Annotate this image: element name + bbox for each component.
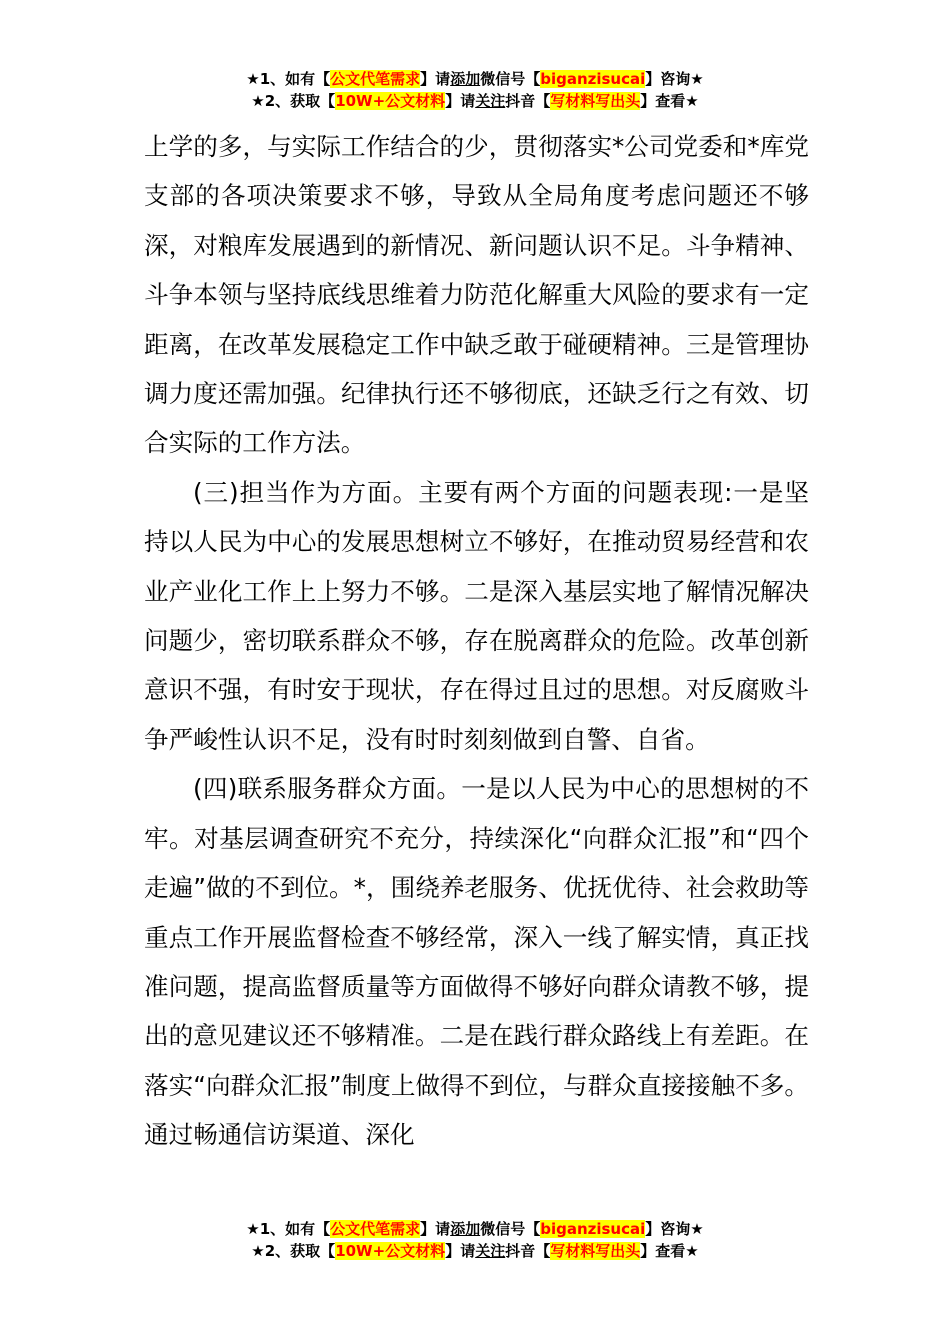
footer-line-1-prefix: ★1、如有【 xyxy=(246,1220,331,1238)
header-line-1-prefix: ★1、如有【 xyxy=(246,70,331,88)
document-body xyxy=(144,122,809,1160)
header-line-2-prefix: ★2、获取【 xyxy=(251,92,336,110)
footer-line-2-suffix: 】查看★ xyxy=(640,1242,699,1260)
header-line-1-highlight-2: biganzisucai xyxy=(540,70,646,88)
header-line-1-underlined: 添加 xyxy=(450,70,481,88)
footer-banner xyxy=(0,1218,950,1262)
header-line-2-highlight-2: 写材料写出头 xyxy=(550,92,641,110)
footer-line-1-mid-1: 】请 xyxy=(420,1220,451,1238)
footer-line-2-underlined: 关注 xyxy=(475,1242,506,1260)
header-line-1-suffix: 】咨询★ xyxy=(645,70,704,88)
header-line-2-underlined: 关注 xyxy=(475,92,506,110)
footer-line-2-mid-1: 】请 xyxy=(445,1242,476,1260)
footer-line-2-highlight-1: 10W+公文材料 xyxy=(335,1242,446,1260)
header-line-1-mid-2: 微信号【 xyxy=(480,70,541,88)
footer-line-1-highlight-2: biganzisucai xyxy=(540,1220,646,1238)
header-line-2-suffix: 】查看★ xyxy=(640,92,699,110)
header-line-1-highlight-1: 公文代笔需求 xyxy=(330,70,421,88)
header-line-2-mid-1: 】请 xyxy=(445,92,476,110)
header-line-1-mid-1: 】请 xyxy=(420,70,451,88)
header-line-1 xyxy=(0,68,950,90)
header-line-2-highlight-1: 10W+公文材料 xyxy=(335,92,446,110)
footer-line-1-underlined: 添加 xyxy=(450,1220,481,1238)
body-paragraph-1: 上学的多，与实际工作结合的少，贯彻落实*公司党委和*库党支部的各项决策要求不够，导致从全局角度考虑问题还不够深，对粮库发展遇到的新情况、新问题认识不足。斗争精神、斗争本领与坚持底线思维着力防范化解重大风险的要求有一定距离，在改革发展稳定工作中缺乏敢于碰硬精神。三是管理协调力度还需加强。纪律执行还不够彻底，还缺乏行之有效、切合实际的工作方法。 xyxy=(144,132,809,458)
footer-line-1-suffix: 】咨询★ xyxy=(645,1220,704,1238)
footer-line-2-mid-2: 抖音【 xyxy=(505,1242,551,1260)
footer-line-1-mid-2: 微信号【 xyxy=(480,1220,541,1238)
footer-line-2 xyxy=(0,1240,950,1262)
footer-line-2-highlight-2: 写材料写出头 xyxy=(550,1242,641,1260)
header-line-2 xyxy=(0,90,950,112)
footer-line-2-prefix: ★2、获取【 xyxy=(251,1242,336,1260)
body-paragraph-2: (三)担当作为方面。主要有两个方面的问题表现:一是坚持以人民为中心的发展思想树立不够好，在推动贸易经营和农业产业化工作上上努力不够。二是深入基层实地了解情况解决问题少，密切联系群众不够，存在脱离群众的危险。改革创新意识不强，有时安于现状，存在得过且过的思想。对反腐败斗争严峻性认识不足，没有时时刻刻做到自警、自省。 xyxy=(144,477,809,754)
footer-line-1 xyxy=(0,1218,950,1240)
header-line-2-mid-2: 抖音【 xyxy=(505,92,551,110)
footer-line-1-highlight-1: 公文代笔需求 xyxy=(330,1220,421,1238)
body-paragraph-3: (四)联系服务群众方面。一是以人民为中心的思想树的不牢。对基层调查研究不充分，持续深化“向群众汇报”和“四个走遍”做的不到位。*，围绕养老服务、优抚优待、社会救助等重点工作开展监督检查不够经常，深入一线了解实情，真正找准问题，提高监督质量等方面做得不够好向群众请教不够，提出的意见建议还不够精准。二是在践行群众路线上有差距。在落实“向群众汇报”制度上做得不到位，与群众直接接触不多。通过畅通信访渠道、深化 xyxy=(144,774,809,1150)
header-banner xyxy=(0,68,950,112)
